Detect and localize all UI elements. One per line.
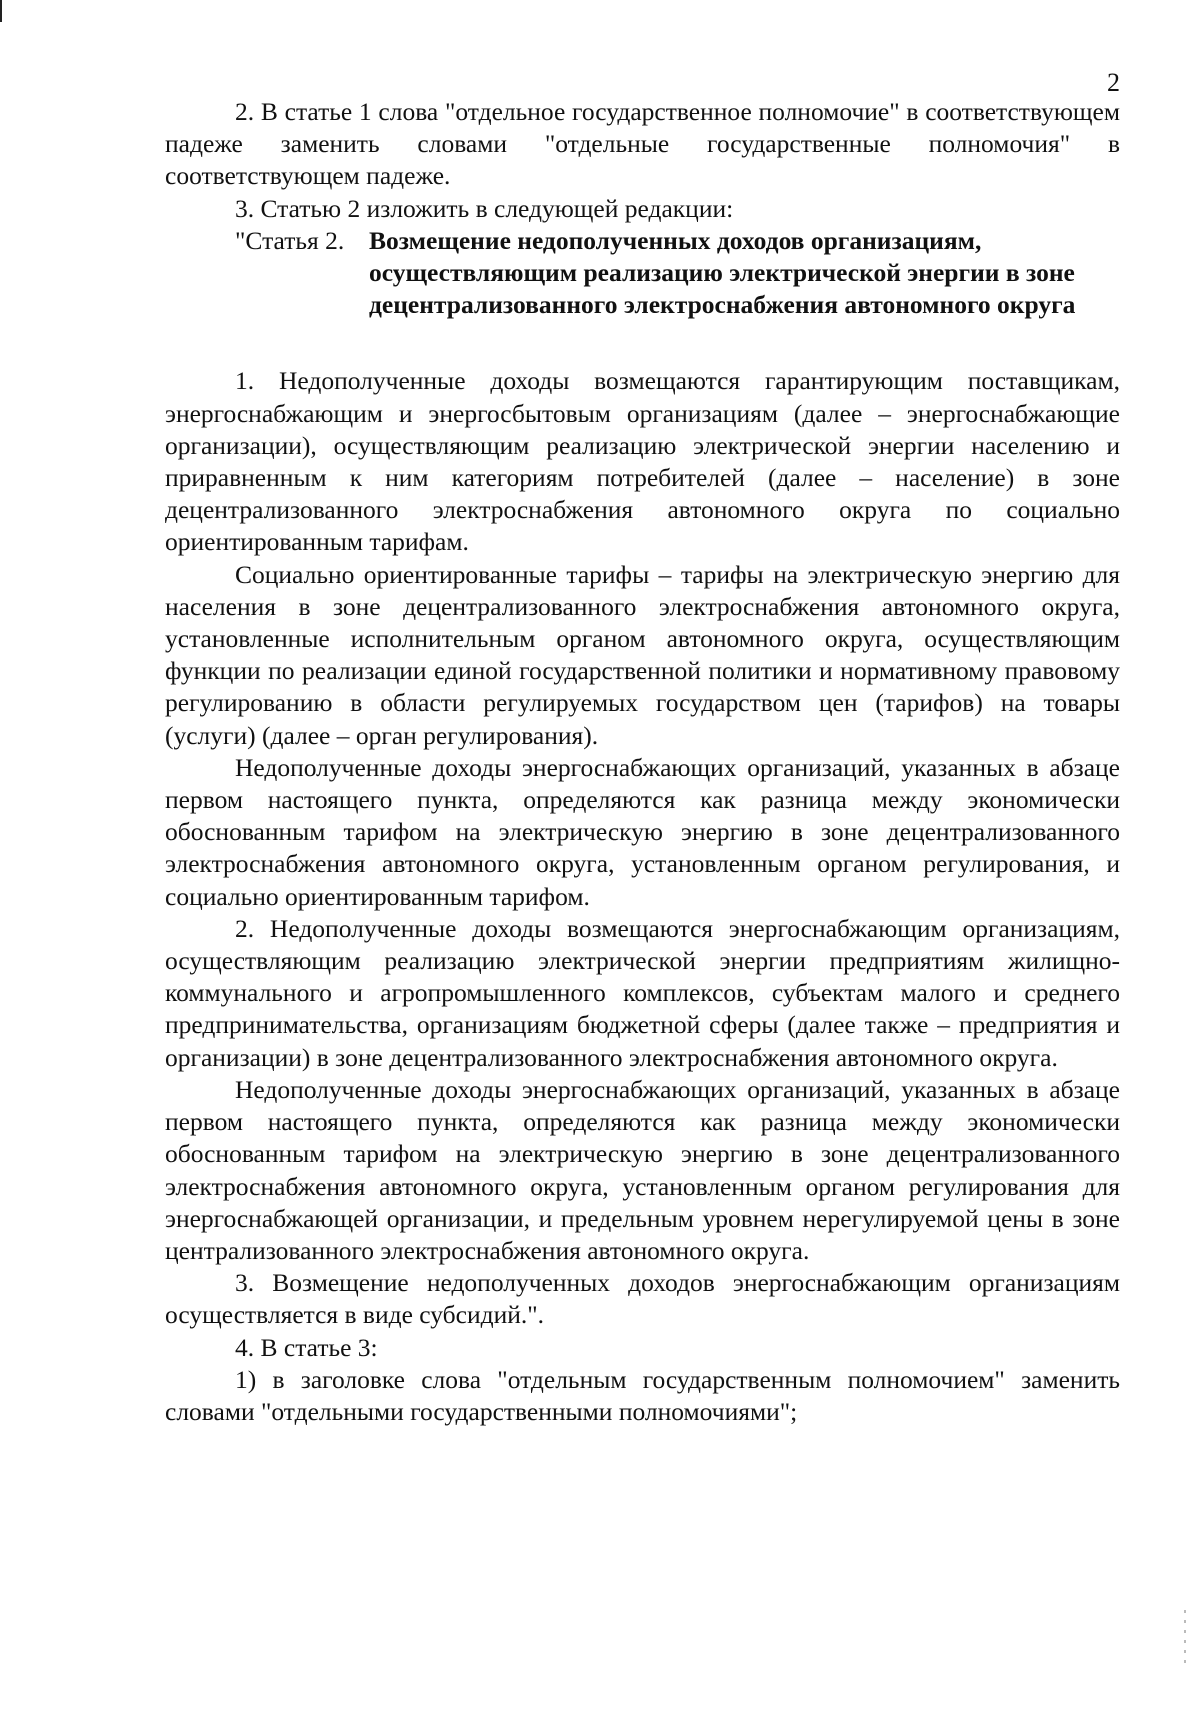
- paragraph-item-3: 3. Возмещение недополученных доходов энергоснабжающим организациям осуществляется в виде субсидий.".: [165, 1268, 1120, 1330]
- article-heading-title: Возмещение недополученных доходов организациям, осуществляющим реализацию электрической энергии в зоне децентрализованного электроснабжения автономного округа: [369, 225, 1076, 320]
- article-heading-prefix: "Статья 2.: [235, 225, 345, 255]
- paragraph-lost-income-1: Недополученные доходы энергоснабжающих организаций, указанных в абзаце первом настоящего пункта, определяются как разница между экономически обоснованным тарифом на электрическую энергию в зоне децентрализованного электроснабжения автономного округа, установленным органом регулирования, и социально ориентированным тарифом.: [165, 752, 1120, 911]
- paragraph-amendment-4: 4. В статье 3:: [235, 1332, 378, 1362]
- page-number: 2: [1107, 68, 1120, 97]
- scan-edge-dots: [1184, 1610, 1186, 1670]
- paragraph-amendment-4-1: 1) в заголовке слова "отдельным государственным полномочием" заменить словами "отдельными государственными полномочиями";: [165, 1364, 1120, 1426]
- document-body: [165, 96, 1120, 1428]
- paragraph-item-1: 1. Недополученные доходы возмещаются гарантирующим поставщикам, энергоснабжающим и энергосбытовым организациям (далее – энергоснабжающие организации), осуществляющим реализацию электрической энергии населению и приравненным к ним категориям потребителей (далее – население) в зоне децентрализованного электроснабжения автономного округа по социально ориентированным тарифам.: [165, 366, 1120, 557]
- paragraph-amendment-3: 3. Статью 2 изложить в следующей редакции:: [235, 193, 734, 223]
- paragraph-social-tariffs: Социально ориентированные тарифы – тарифы на электрическую энергию для населения в зоне децентрализованного электроснабжения автономного округа, установленные исполнительным органом автономного округа, осуществляющим функции по реализации единой государственной политики и нормативному правовому регулированию в области регулируемых государством цен (тарифов) на товары (услуги) (далее – орган регулирования).: [165, 559, 1120, 750]
- paragraph-item-2: 2. Недополученные доходы возмещаются энергоснабжающим организациям, осуществляющим реализацию электрической энергии предприятиям жилищно-коммунального и агропромышленного комплексов, субъектам малого и среднего предпринимательства, организациям бюджетной сферы (далее также – предприятия и организации) в зоне децентрализованного электроснабжения автономного округа.: [165, 913, 1120, 1072]
- paragraph-lost-income-2: Недополученные доходы энергоснабжающих организаций, указанных в абзаце первом настоящего пункта, определяются как разница между экономически обоснованным тарифом на электрическую энергию в зоне децентрализованного электроснабжения автономного округа, установленным органом регулирования для энергоснабжающей организации, и предельным уровнем нерегулируемой цены в зоне централизованного электроснабжения автономного округа.: [165, 1074, 1120, 1265]
- paragraph-amendment-2: 2. В статье 1 слова "отдельное государственное полномочие" в соответствующем падеже заменить словами "отдельные государственные полномочия" в соответствующем падеже.: [165, 97, 1120, 191]
- heading-spacer: [165, 321, 1120, 365]
- article-heading: [165, 225, 1120, 322]
- scan-edge-mark: [0, 0, 2, 22]
